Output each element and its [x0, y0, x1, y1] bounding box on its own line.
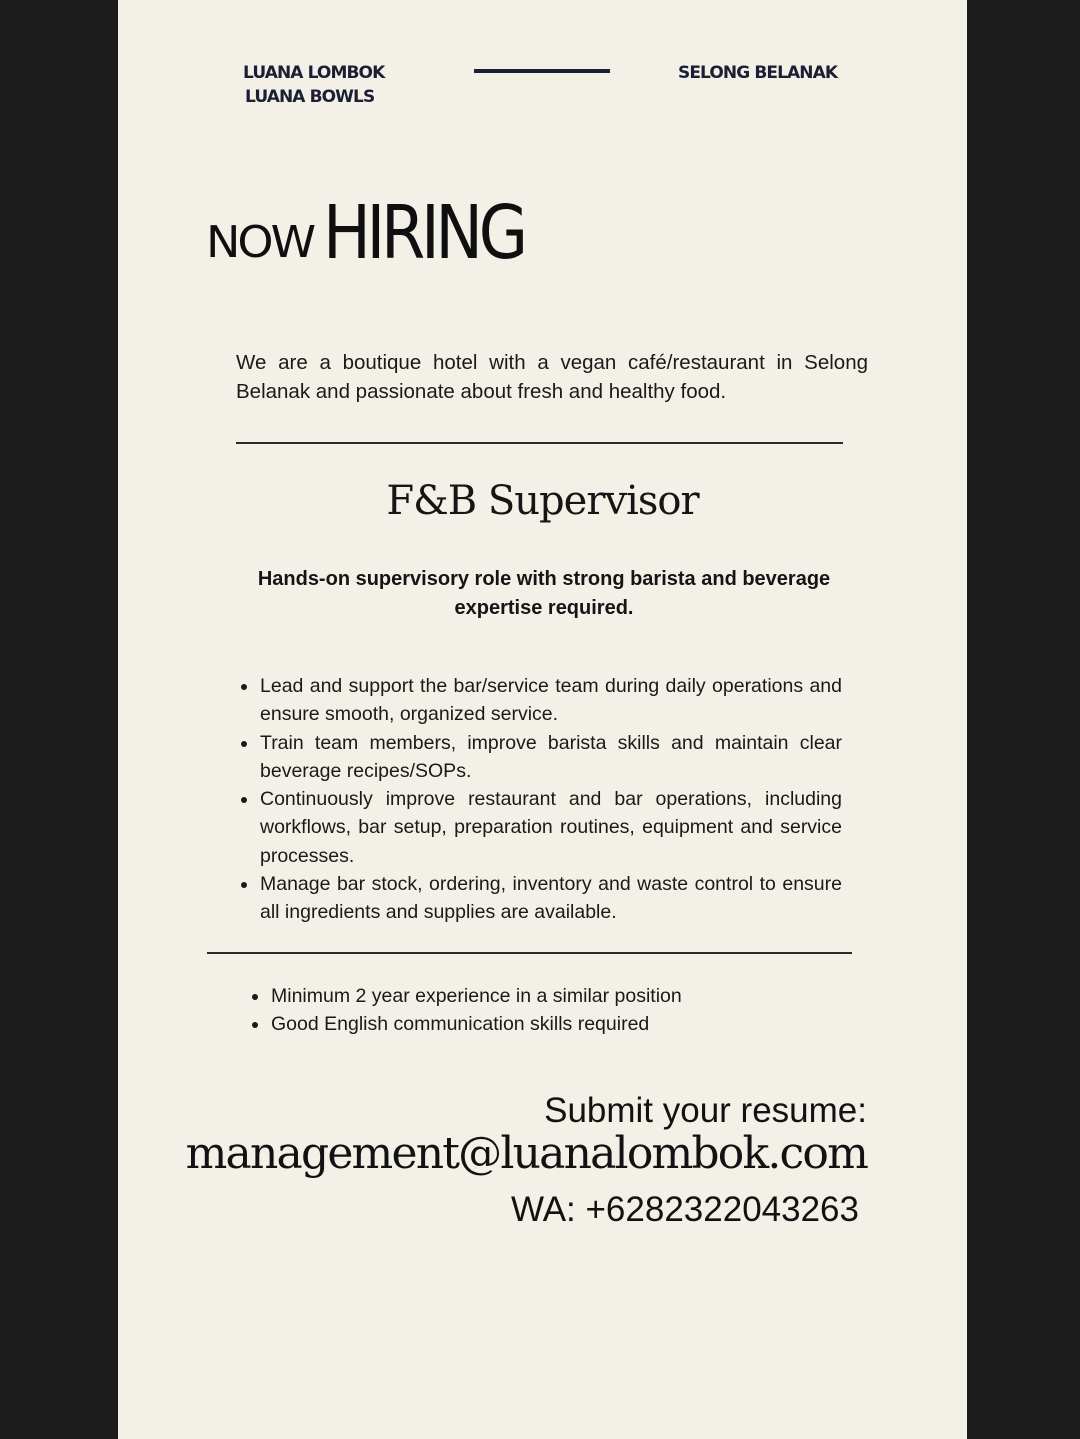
role-title: F&B Supervisor: [386, 478, 699, 524]
section-divider: [236, 442, 843, 444]
duty-item: Train team members, improve barista skills and maintain clear beverage recipes/SOPs.: [236, 729, 842, 786]
contact-label: Submit your resume:: [544, 1091, 867, 1130]
location-label: SELONG BELANAK: [678, 63, 838, 83]
headline-now: NOW: [206, 216, 314, 268]
brand-subname: LUANA BOWLS: [245, 87, 375, 107]
requirement-item: Good English communication skills required: [247, 1010, 807, 1038]
duty-item: Manage bar stock, ordering, inventory and waste control to ensure all ingredients and supplies are available.: [236, 870, 842, 927]
duty-item: Continuously improve restaurant and bar operations, including workflows, bar setup, preparation routines, equipment and service processes.: [236, 785, 842, 870]
section-divider: [207, 952, 852, 954]
brand-name: LUANA LOMBOK: [243, 63, 385, 83]
role-subtitle: Hands-on supervisory role with strong barista and beverage expertise required.: [257, 568, 831, 619]
duties-list: [236, 672, 842, 927]
contact-whatsapp: WA: +6282322043263: [510, 1190, 859, 1229]
intro-text: We are a boutique hotel with a vegan café/restaurant in Selong Belanak and passionate about fresh and healthy food.: [236, 351, 868, 403]
header-divider: [474, 69, 610, 73]
requirements-list: [247, 982, 807, 1039]
contact-email: management@luanalombok.com: [185, 1128, 867, 1179]
brand-block: [243, 61, 384, 109]
duty-item: Lead and support the bar/service team during daily operations and ensure smooth, organized service.: [236, 672, 842, 729]
now-hiring-heading: [206, 190, 557, 276]
requirement-item: Minimum 2 year experience in a similar position: [247, 982, 807, 1010]
headline-hiring: HIRING: [323, 190, 524, 276]
job-poster: [118, 0, 967, 1439]
